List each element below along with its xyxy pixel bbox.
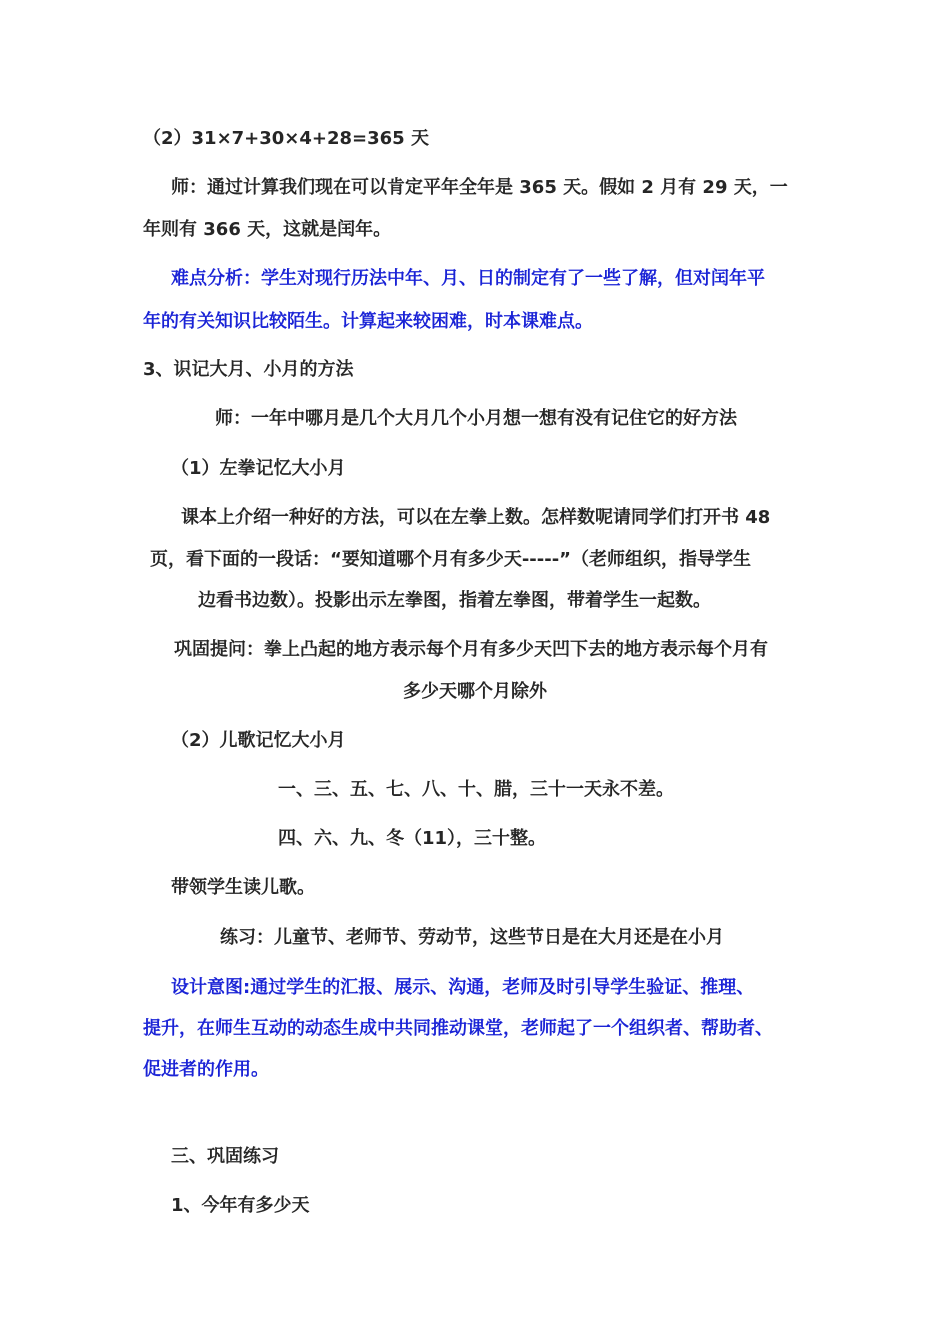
sub-heading: （2）儿歌记忆大小月: [171, 730, 346, 751]
text-line: 师：一年中哪月是几个大月几个小月想一想有没有记住它的好方法: [215, 408, 737, 429]
text-line: 课本上介绍一种好的方法，可以在左拳上数。怎样数呢请同学们打开书 48: [181, 507, 771, 528]
design-intent-text: 促进者的作用。: [143, 1059, 269, 1080]
text-line: 巩固提问：拳上凸起的地方表示每个月有多少天凹下去的地方表示每个月有: [174, 639, 768, 660]
text-line: 页，看下面的一段话：“要知道哪个月有多少天-----”（老师组织，指导学生: [150, 549, 752, 570]
analysis-text: 难点分析：学生对现行历法中年、月、日的制定有了一些了解，但对闰年平: [171, 268, 765, 289]
sub-heading: （1）左拳记忆大小月: [171, 458, 346, 479]
text-line: 边看书边数）。投影出示左拳图，指着左拳图，带着学生一起数。: [198, 590, 711, 611]
section-heading: 三、巩固练习: [171, 1146, 279, 1167]
text-line: 年则有 366 天，这就是闰年。: [143, 219, 392, 240]
rhyme-line: 一、三、五、七、八、十、腊，三十一天永不差。: [278, 779, 674, 800]
rhyme-line: 四、六、九、冬（11），三十整。: [278, 828, 547, 849]
text-line: 1、今年有多少天: [171, 1195, 310, 1216]
text-line: 练习：儿童节、老师节、劳动节，这些节日是在大月还是在小月: [220, 927, 724, 948]
text-line: 带领学生读儿歌。: [171, 877, 315, 898]
design-intent-text: 设计意图:通过学生的汇报、展示、沟通，老师及时引导学生验证、推理、: [171, 977, 755, 998]
text-line: （2）31×7+30×4+28=365 天: [143, 128, 429, 149]
text-line: 多少天哪个月除外: [403, 681, 547, 702]
section-heading: 3、识记大月、小月的方法: [143, 359, 354, 380]
design-intent-text: 提升，在师生互动的动态生成中共同推动课堂，老师起了一个组织者、帮助者、: [143, 1018, 773, 1039]
analysis-text: 年的有关知识比较陌生。计算起来较困难，时本课难点。: [143, 311, 593, 332]
text-line: 师：通过计算我们现在可以肯定平年全年是 365 天。假如 2 月有 29 天，一: [171, 177, 788, 198]
